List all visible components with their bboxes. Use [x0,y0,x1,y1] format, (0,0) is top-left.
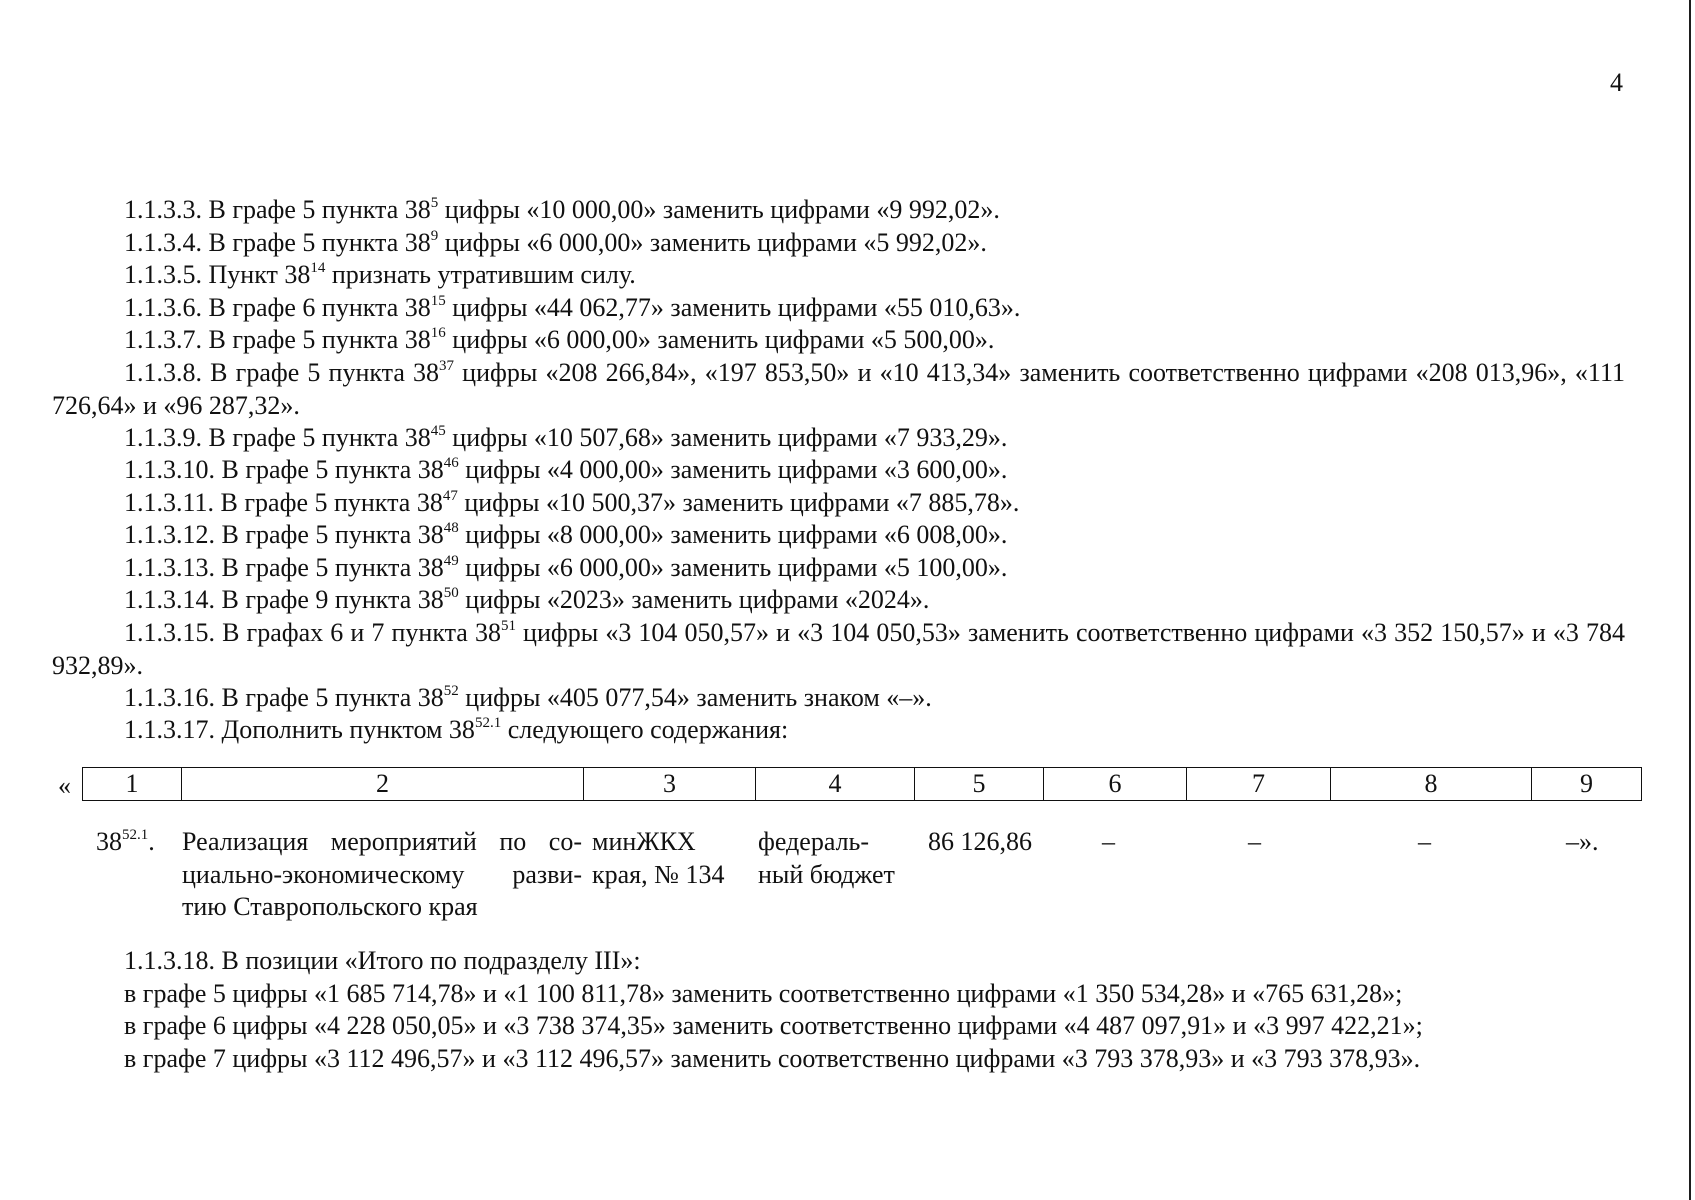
paragraph-1-1-3-3 [52,194,1625,227]
item-number: 1.1.3.4. [124,228,202,257]
item-text: цифры «6 000,00» заменить цифрами «5 100,00». [458,553,1008,582]
paragraph-1-1-3-11 [52,487,1625,520]
item-text: Пункт 38 [208,260,311,289]
paragraph-1-1-3-9 [52,422,1625,455]
item-number: 1.1.3.16. [124,683,215,712]
item-text: цифры «10 507,68» заменить цифрами «7 933,29». [445,423,1008,452]
item-text: В графе 5 пункта 38 [221,520,444,549]
item-number: 1.1.3.17. [124,715,215,744]
item-number: 1.1.3.5. [124,260,202,289]
item-number: 1.1.3.15. [124,618,215,647]
item-superscript: 48 [443,520,459,536]
row-number-base: 38 [96,827,122,856]
column-number-cell: 3 [584,768,756,801]
column-number-cell: 9 [1532,768,1642,801]
column-number-cell: 1 [83,768,182,801]
item-text: В графе 5 пункта 38 [220,488,443,517]
item-superscript: 47 [442,488,458,504]
item-number: 1.1.3.14. [124,585,215,614]
row-item-number [96,826,155,859]
item-text: цифры «8 000,00» заменить цифрами «6 008,00». [458,520,1008,549]
item-superscript: 5 [430,195,439,211]
paragraph-1-1-3-17 [52,714,1625,747]
item-superscript: 50 [443,585,459,601]
item-text: В графе 5 пункта 38 [208,195,431,224]
paragraph-1-1-3-18-line: в графе 6 цифры «4 228 050,05» и «3 738 374,35» заменить соответственно цифрами «4 487 097,91» и «3 997 422,21»; [124,1011,1423,1040]
item-text: цифры «208 266,84», «197 853,50» и «10 413,34» заменить соответственно цифрами «208 013,96», «111 726,64» и «96 287,32». [52,358,1625,420]
item-number: 1.1.3.9. [124,423,202,452]
row-value-col6: – [1102,827,1115,856]
item-superscript: 15 [430,293,446,309]
item-number: 1.1.3.12. [124,520,215,549]
paragraph-1-1-3-6 [52,292,1625,325]
item-number: 1.1.3.10. [124,455,215,484]
item-text: цифры «6 000,00» заменить цифрами «5 500,00». [445,325,995,354]
row-org-line: минЖКХ [592,827,696,856]
column-number-header-table [82,767,1642,801]
item-number: 1.1.3.7. [124,325,202,354]
paragraph-1-1-3-7 [52,324,1625,357]
item-text: В графе 9 пункта 38 [221,585,444,614]
paragraph-1-1-3-15 [52,617,1625,682]
item-text: Дополнить пунктом 38 [221,715,475,744]
item-text: цифры «2023» заменить цифрами «2024». [458,585,930,614]
row-name-line: Реализация мероприятий по со- [182,827,582,856]
item-number: 1.1.3.6. [124,293,202,322]
paragraph-1-1-3-18-line: в графе 5 цифры «1 685 714,78» и «1 100 811,78» заменить соответственно цифрами «1 350 534,28» и «765 631,28»; [124,979,1403,1008]
item-text: цифры «3 104 050,57» и «3 104 050,53» заменить соответственно цифрами «3 352 150,57» и «3 784 932,89». [52,618,1626,680]
paragraph-1-1-3-18-heading: 1.1.3.18. В позиции «Итого по подразделу III»: [124,946,641,975]
item-text: В графе 5 пункта 38 [221,553,444,582]
page-number: 4 [1610,68,1623,97]
row-item-name [182,826,582,924]
row-value-col8: – [1418,827,1431,856]
item-number: 1.1.3.8. [124,358,202,387]
item-superscript: 46 [443,455,459,471]
paragraph-1-1-3-4 [52,227,1625,260]
item-superscript: 49 [443,553,459,569]
item-text: В графах 6 и 7 пункта 38 [222,618,501,647]
paragraph-1-1-3-16 [52,682,1625,715]
paragraph-1-1-3-5 [52,259,1625,292]
paragraph-1-1-3-18-line: в графе 7 цифры «3 112 496,57» и «3 112 496,57» заменить соответственно цифрами «3 793 378,93» и «3 793 378,93». [124,1044,1421,1073]
item-text: В графе 5 пункта 38 [221,683,444,712]
column-number-cell: 4 [756,768,915,801]
item-superscript: 52 [443,683,459,699]
column-number-cell: 2 [182,768,584,801]
item-text: В графе 5 пункта 38 [208,423,431,452]
row-item-funding-source [758,826,918,891]
row-value-col7: – [1248,827,1261,856]
item-superscript: 45 [430,423,446,439]
item-text: В графе 5 пункта 38 [221,455,444,484]
item-text: В графе 5 пункта 38 [208,325,431,354]
item-text: признать утратившим силу. [325,260,636,289]
paragraph-1-1-3-13 [52,552,1625,585]
row-value-col9: –». [1566,827,1599,856]
row-number-dot: . [148,827,155,856]
paragraph-1-1-3-12 [52,519,1625,552]
row-item-responsible [592,826,742,891]
row-source-line: федераль- [758,827,870,856]
item-number: 1.1.3.13. [124,553,215,582]
item-superscript: 51 [500,618,516,634]
row-name-line: тию Ставропольского края [182,892,478,921]
row-value-col5: 86 126,86 [928,827,1032,856]
table-open-quote: « [58,771,71,800]
item-number: 1.1.3.11. [124,488,215,517]
scan-edge-line [1689,0,1691,1200]
row-name-line: циально-экономическому разви- [182,859,582,889]
item-text: цифры «44 062,77» заменить цифрами «55 010,63». [445,293,1021,322]
item-text: цифры «405 077,54» заменить знаком «–». [458,683,932,712]
item-number: 1.1.3.3. [124,195,202,224]
item-text: В графе 6 пункта 38 [208,293,431,322]
row-org-line: края, № 134 [592,859,725,889]
item-text: цифры «10 000,00» заменить цифрами «9 992,02». [438,195,1000,224]
item-text: цифры «4 000,00» заменить цифрами «3 600,00». [458,455,1008,484]
paragraph-1-1-3-10 [52,454,1625,487]
item-text: В графе 5 пункта 38 [208,228,431,257]
column-number-cell: 6 [1044,768,1187,801]
row-source-line: ный бюджет [758,859,895,889]
item-superscript: 37 [439,358,455,374]
column-number-cell: 7 [1187,768,1331,801]
column-number-cell: 8 [1331,768,1532,801]
item-text: цифры «6 000,00» заменить цифрами «5 992,02». [438,228,987,257]
paragraph-1-1-3-8 [52,357,1625,422]
item-text: следующего содержания: [501,715,789,744]
item-text: цифры «10 500,37» заменить цифрами «7 885,78». [457,488,1020,517]
paragraph-1-1-3-14 [52,584,1625,617]
item-superscript: 52.1 [474,715,502,731]
item-superscript: 9 [430,228,439,244]
column-number-row [83,768,1642,801]
column-number-cell: 5 [915,768,1044,801]
row-number-superscript: 52.1 [122,827,149,843]
item-superscript: 14 [310,260,326,276]
item-text: В графе 5 пункта 38 [210,358,440,387]
item-superscript: 16 [430,325,446,341]
